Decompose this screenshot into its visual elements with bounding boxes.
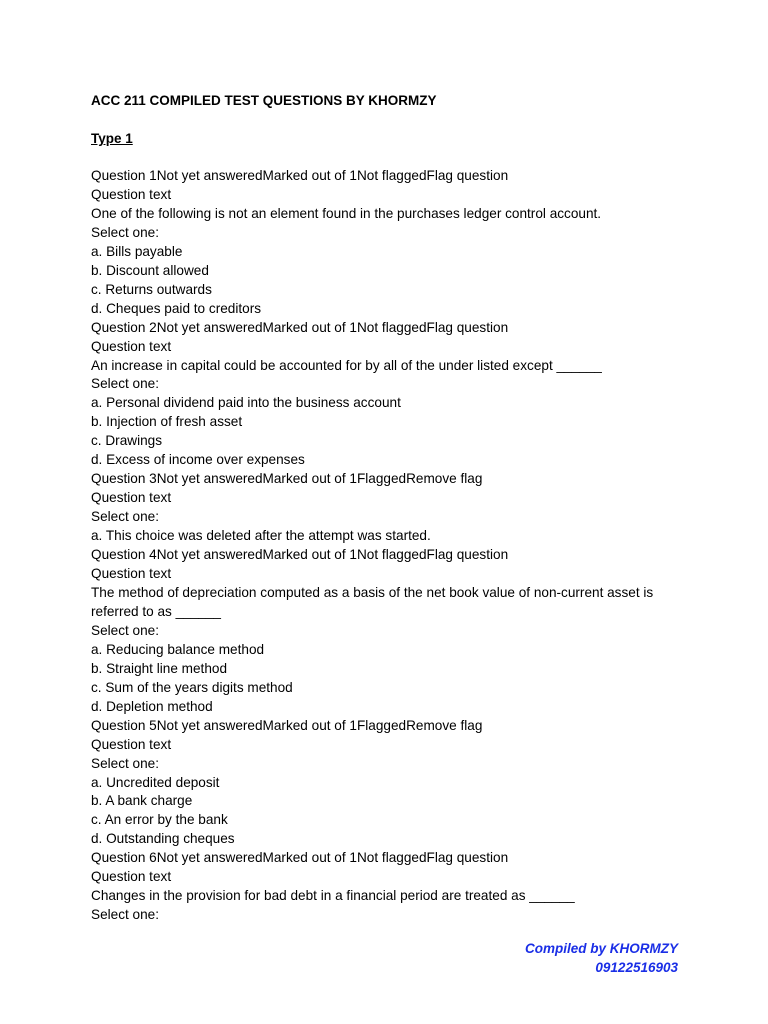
answer-option: a. Personal dividend paid into the business account [91,395,401,411]
page-title: ACC 211 COMPILED TEST QUESTIONS BY KHORMZY [91,93,437,108]
question-text-label: Question text [91,186,172,202]
select-one-label: Select one: [91,224,160,240]
phone-number: 09122516903 [595,960,678,975]
question-header: Question 4Not yet answeredMarked out of 1Not flaggedFlag question [91,547,509,563]
question-header: Question 1Not yet answeredMarked out of 1Not flaggedFlag question [91,168,509,183]
answer-option: c. An error by the bank [91,812,228,828]
answer-option: d. Depletion method [91,698,213,714]
answer-option: b. Discount allowed [91,262,209,278]
answer-option: c. Drawings [91,433,163,449]
question-text-label: Question text [91,869,172,885]
answer-option: b. Straight line method [91,660,228,676]
select-one-label: Select one: [91,755,160,771]
answer-option: d. Excess of income over expenses [91,452,305,468]
answer-option: a. Reducing balance method [91,641,265,657]
answer-option: b. Injection of fresh asset [91,414,243,430]
question-text-label: Question text [91,490,172,506]
question-header: Question 5Not yet answeredMarked out of 1FlaggedRemove flag [91,717,483,733]
question-prompt: One of the following is not an element found in the purchases ledger control account. [91,205,602,221]
select-one-label: Select one: [91,622,160,638]
question-text-label: Question text [91,736,172,752]
question-prompt: An increase in capital could be accounted for by all of the under listed except ______ [91,357,602,373]
question-header: Question 3Not yet answeredMarked out of 1FlaggedRemove flag [91,471,483,487]
answer-option: a. Bills payable [91,243,183,259]
select-one-label: Select one: [91,376,160,392]
answer-option: d. Cheques paid to creditors [91,300,262,316]
answer-option: c. Sum of the years digits method [91,679,293,695]
select-one-label: Select one: [91,907,160,923]
answer-option: b. A bank charge [91,793,193,809]
answer-option: a. Uncredited deposit [91,774,220,790]
question-header: Question 2Not yet answeredMarked out of 1Not flaggedFlag question [91,319,509,335]
page-footer [525,939,678,977]
question-header: Question 6Not yet answeredMarked out of 1Not flaggedFlag question [91,850,509,866]
question-content [91,167,691,925]
question-prompt: The method of depreciation computed as a basis of the net book value of non-current asset is referred to as ______ [91,584,654,619]
compiled-by-credit: Compiled by KHORMZY [524,941,678,956]
question-prompt: Changes in the provision for bad debt in a financial period are treated as ______ [91,888,575,904]
section-heading: Type 1 [91,131,133,146]
answer-option: c. Returns outwards [91,281,212,297]
question-text-label: Question text [91,566,172,582]
answer-option: d. Outstanding cheques [91,831,235,847]
answer-option: a. This choice was deleted after the attempt was started. [91,528,431,544]
select-one-label: Select one: [91,509,160,525]
question-text-label: Question text [91,338,172,354]
